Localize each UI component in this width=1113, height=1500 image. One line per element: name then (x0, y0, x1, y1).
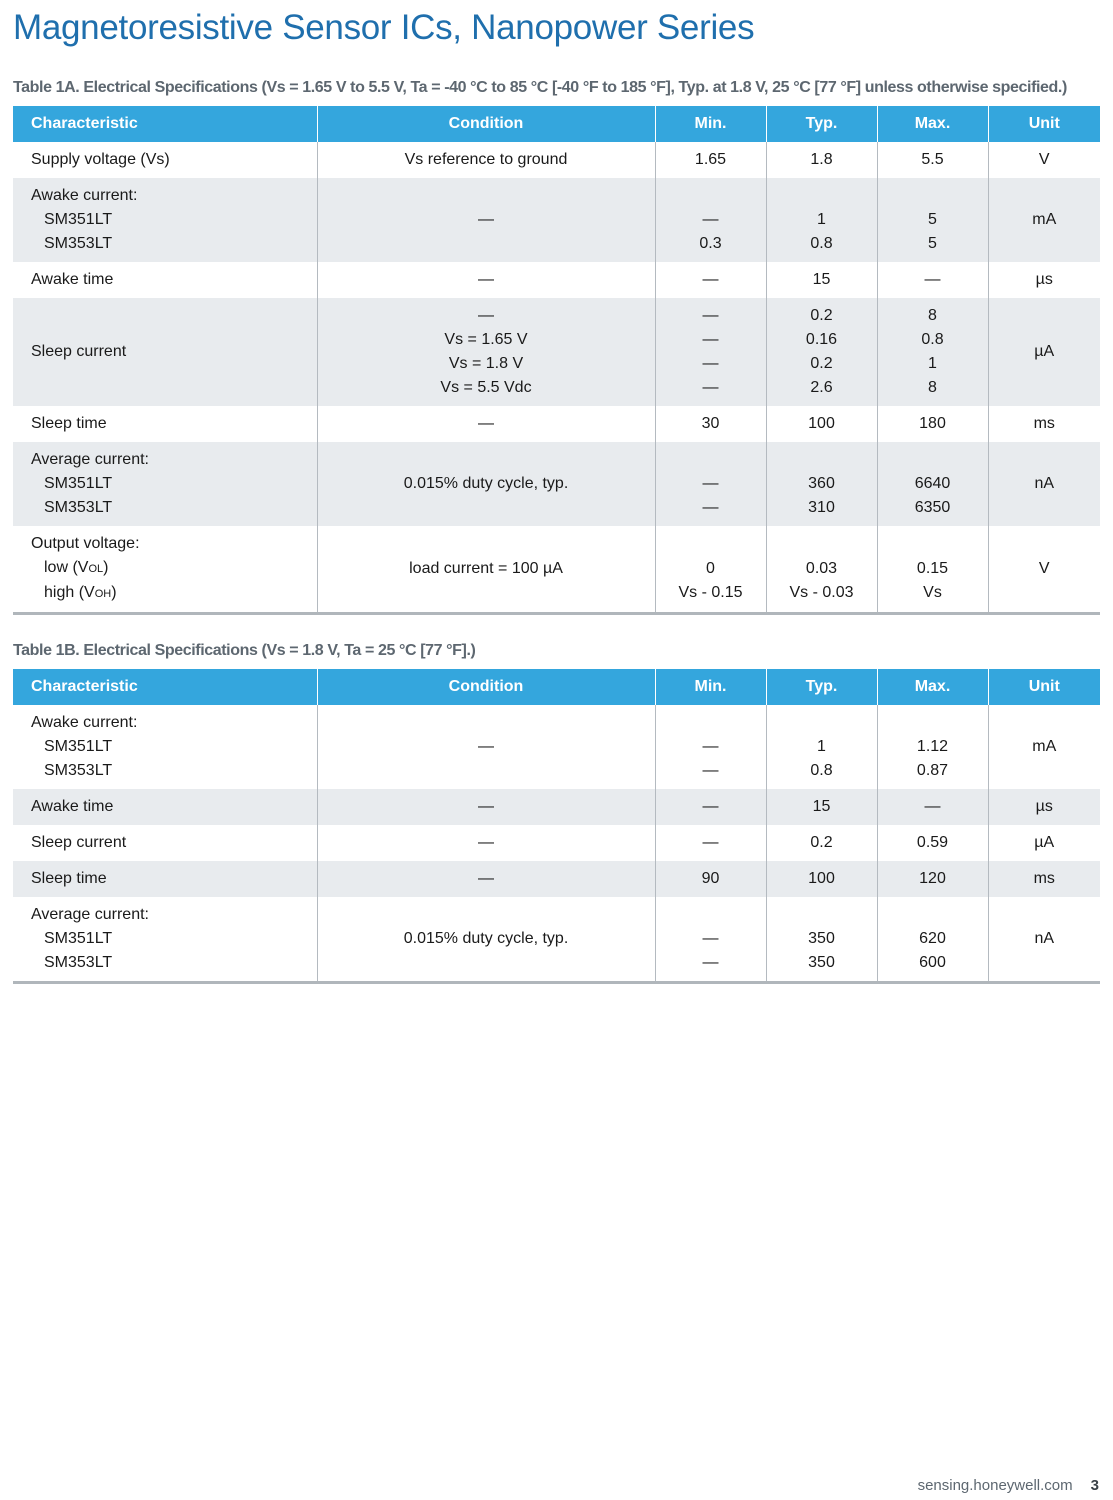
characteristic-cell (13, 262, 317, 298)
unit-cell (988, 262, 1100, 298)
min-value: — (702, 762, 719, 779)
condition-cell (317, 526, 655, 614)
table-1b (13, 669, 1100, 984)
table-row (13, 897, 1100, 983)
unit-cell (988, 789, 1100, 825)
max-value (878, 184, 988, 208)
condition-cell (317, 705, 655, 789)
min-value: — (702, 798, 719, 815)
typ-value: 360 (808, 475, 835, 492)
characteristic-label: Sleep time (31, 415, 107, 432)
max-value: 120 (919, 870, 946, 887)
characteristic-cell (13, 406, 317, 442)
min-cell (655, 262, 766, 298)
condition-cell (317, 442, 655, 526)
max-value (878, 533, 988, 557)
min-cell (655, 178, 766, 262)
table-row (13, 142, 1100, 178)
characteristic-cell (13, 178, 317, 262)
min-value: 0.3 (699, 235, 722, 252)
condition-value: Vs = 5.5 Vdc (440, 379, 532, 396)
unit-cell (988, 142, 1100, 178)
typ-value: 100 (808, 870, 835, 887)
min-cell (655, 705, 766, 789)
column-header-max: Max. (877, 669, 988, 705)
unit-cell (988, 442, 1100, 526)
condition-value: load current = 100 µA (409, 560, 563, 577)
unit-value: µA (1034, 834, 1055, 851)
max-cell (877, 897, 988, 983)
typ-value: 2.6 (810, 379, 833, 396)
output-high-label: high (VOH) (44, 584, 117, 601)
condition-value: — (478, 271, 494, 288)
page-number: 3 (1090, 1477, 1099, 1494)
typ-value: 0.2 (810, 307, 833, 324)
page-title: Magnetoresistive Sensor ICs, Nanopower Series (13, 8, 755, 47)
condition-value: — (478, 738, 494, 755)
typ-cell (766, 861, 877, 897)
typ-value (767, 448, 877, 472)
typ-cell (766, 897, 877, 983)
output-low-label: low (VOL) (44, 559, 109, 576)
min-value: — (702, 211, 719, 228)
condition-cell (317, 406, 655, 442)
typ-value: 0.2 (810, 355, 833, 372)
unit-value: µs (1035, 271, 1053, 288)
characteristic-label: Awake current: (31, 187, 138, 204)
min-value: — (702, 954, 719, 971)
characteristic-label: Sleep current (31, 834, 127, 851)
characteristic-cell (13, 526, 317, 614)
characteristic-cell (13, 442, 317, 526)
typ-value: 0.8 (810, 235, 833, 252)
typ-value: 310 (808, 499, 835, 516)
min-value: — (702, 738, 719, 755)
characteristic-cell (13, 861, 317, 897)
typ-value: 0.16 (805, 331, 838, 348)
characteristic-label: Average current: (31, 906, 149, 923)
characteristic-label: Sleep current (31, 343, 127, 360)
condition-cell (317, 825, 655, 861)
min-value: — (702, 475, 719, 492)
max-value: 600 (919, 954, 946, 971)
typ-value: 350 (808, 930, 835, 947)
min-value: — (702, 930, 719, 947)
max-value: 1.12 (916, 738, 949, 755)
column-header-characteristic: Characteristic (13, 106, 317, 142)
min-cell (655, 825, 766, 861)
max-value: 8 (928, 307, 937, 324)
unit-value: V (1038, 151, 1050, 168)
min-value (656, 711, 766, 735)
model-label: SM351LT (44, 475, 113, 492)
unit-value: ms (1033, 870, 1055, 887)
min-value (656, 448, 766, 472)
typ-cell (766, 178, 877, 262)
typ-value (767, 533, 877, 557)
max-cell (877, 178, 988, 262)
typ-cell (766, 298, 877, 406)
typ-cell (766, 526, 877, 614)
min-cell (655, 442, 766, 526)
column-header-min: Min. (655, 106, 766, 142)
max-value (878, 448, 988, 472)
max-cell (877, 825, 988, 861)
condition-value: Vs = 1.65 V (444, 331, 528, 348)
max-value: 0.15 (916, 560, 949, 577)
typ-cell (766, 142, 877, 178)
model-label: SM351LT (44, 738, 113, 755)
table-row (13, 406, 1100, 442)
characteristic-label: Sleep time (31, 870, 107, 887)
typ-value (767, 711, 877, 735)
characteristic-label: Average current: (31, 451, 149, 468)
max-value (878, 711, 988, 735)
min-value: — (702, 379, 719, 396)
typ-value: 0.2 (810, 834, 833, 851)
unit-cell (988, 897, 1100, 983)
min-value: 1.65 (694, 151, 727, 168)
condition-cell (317, 262, 655, 298)
unit-value: mA (1032, 211, 1057, 228)
condition-cell (317, 897, 655, 983)
model-label: SM353LT (44, 954, 113, 971)
max-value: 0.87 (916, 762, 949, 779)
max-cell (877, 861, 988, 897)
max-value: 5.5 (921, 151, 944, 168)
column-header-unit: Unit (988, 106, 1100, 142)
min-cell (655, 406, 766, 442)
model-label: SM353LT (44, 235, 113, 252)
condition-cell (317, 861, 655, 897)
unit-cell (988, 406, 1100, 442)
table-row (13, 178, 1100, 262)
column-header-typ: Typ. (766, 669, 877, 705)
characteristic-cell (13, 897, 317, 983)
table-row (13, 526, 1100, 614)
max-cell (877, 442, 988, 526)
min-cell (655, 789, 766, 825)
unit-cell (988, 825, 1100, 861)
typ-cell (766, 789, 877, 825)
max-value: 0.59 (916, 834, 949, 851)
min-value: 30 (701, 415, 720, 432)
min-value: 0 (706, 560, 715, 577)
max-value: 1 (928, 355, 937, 372)
typ-value: Vs - 0.03 (789, 584, 854, 601)
unit-value: µs (1035, 798, 1053, 815)
max-value (878, 903, 988, 927)
min-cell (655, 142, 766, 178)
typ-value: 15 (812, 271, 831, 288)
unit-value: nA (1034, 475, 1055, 492)
typ-cell (766, 705, 877, 789)
table-row (13, 861, 1100, 897)
max-value: Vs (923, 584, 942, 601)
column-header-unit: Unit (988, 669, 1100, 705)
condition-value: 0.015% duty cycle, typ. (403, 930, 569, 947)
max-cell (877, 298, 988, 406)
typ-value: 1.8 (810, 151, 833, 168)
typ-value: 350 (808, 954, 835, 971)
condition-value: Vs reference to ground (404, 151, 568, 168)
min-cell (655, 861, 766, 897)
table-header-row (13, 669, 1100, 705)
typ-value (767, 903, 877, 927)
table-1a (13, 106, 1100, 615)
characteristic-cell (13, 705, 317, 789)
min-cell (655, 897, 766, 983)
max-cell (877, 705, 988, 789)
typ-value: 100 (808, 415, 835, 432)
condition-value: — (478, 798, 494, 815)
characteristic-label: Awake current: (31, 714, 138, 731)
characteristic-label: Awake time (31, 798, 114, 815)
characteristic-label: Output voltage: (31, 535, 140, 552)
table-header-row (13, 106, 1100, 142)
typ-value: 1 (817, 738, 826, 755)
characteristic-cell (13, 298, 317, 406)
min-value: — (702, 355, 719, 372)
characteristic-cell (13, 825, 317, 861)
max-value: 8 (928, 379, 937, 396)
max-value: 5 (928, 235, 937, 252)
typ-value: 1 (817, 211, 826, 228)
unit-cell (988, 178, 1100, 262)
condition-cell (317, 178, 655, 262)
table-row (13, 442, 1100, 526)
max-value: — (924, 271, 941, 288)
condition-value: 0.015% duty cycle, typ. (403, 475, 569, 492)
unit-value: mA (1032, 738, 1057, 755)
typ-value: 0.03 (805, 560, 838, 577)
max-value: 5 (928, 211, 937, 228)
table-row (13, 705, 1100, 789)
condition-cell (317, 298, 655, 406)
model-label: SM351LT (44, 930, 113, 947)
min-value: Vs - 0.15 (678, 584, 743, 601)
unit-cell (988, 298, 1100, 406)
website-link[interactable]: sensing.honeywell.com (917, 1477, 1073, 1494)
max-cell (877, 789, 988, 825)
table-row (13, 262, 1100, 298)
unit-cell (988, 526, 1100, 614)
characteristic-label: Supply voltage (Vs) (31, 151, 170, 168)
min-cell (655, 298, 766, 406)
table-row (13, 298, 1100, 406)
condition-cell (317, 142, 655, 178)
max-value: 620 (919, 930, 946, 947)
table-row (13, 789, 1100, 825)
unit-value: ms (1033, 415, 1055, 432)
page-footer (918, 1477, 1099, 1494)
column-header-max: Max. (877, 106, 988, 142)
condition-value: — (478, 870, 494, 887)
max-value: 0.8 (921, 331, 944, 348)
table-row (13, 825, 1100, 861)
characteristic-cell (13, 142, 317, 178)
min-value: — (702, 331, 719, 348)
column-header-typ: Typ. (766, 106, 877, 142)
characteristic-label: Awake time (31, 271, 114, 288)
max-cell (877, 406, 988, 442)
table-1b-caption: Table 1B. Electrical Specifications (Vs = 1.8 V, Ta = 25 °C [77 °F].) (13, 642, 476, 659)
unit-value: V (1038, 560, 1050, 577)
model-label: SM353LT (44, 499, 113, 516)
typ-value (767, 184, 877, 208)
min-value: — (702, 834, 719, 851)
max-cell (877, 526, 988, 614)
characteristic-cell (13, 789, 317, 825)
min-cell (655, 526, 766, 614)
typ-cell (766, 825, 877, 861)
column-header-min: Min. (655, 669, 766, 705)
condition-value: — (478, 834, 494, 851)
model-label: SM353LT (44, 762, 113, 779)
min-value: — (702, 307, 719, 324)
min-value: 90 (701, 870, 720, 887)
min-value (656, 184, 766, 208)
typ-cell (766, 442, 877, 526)
max-value: 6350 (914, 499, 951, 516)
column-header-condition: Condition (317, 106, 655, 142)
max-cell (877, 142, 988, 178)
max-value: 6640 (914, 475, 951, 492)
min-value (656, 533, 766, 557)
model-label: SM351LT (44, 211, 113, 228)
typ-cell (766, 262, 877, 298)
condition-value: — (478, 415, 494, 432)
typ-value: 15 (812, 798, 831, 815)
max-value: — (924, 798, 941, 815)
unit-cell (988, 705, 1100, 789)
condition-cell (317, 789, 655, 825)
column-header-condition: Condition (317, 669, 655, 705)
unit-cell (988, 861, 1100, 897)
unit-value: µA (1034, 343, 1055, 360)
min-value: — (702, 499, 719, 516)
condition-value: — (478, 307, 494, 324)
table-1a-caption: Table 1A. Electrical Specifications (Vs = 1.65 V to 5.5 V, Ta = -40 °C to 85 °C [-40 °F to 185 °F], Typ. at 1.8 V, 25 °C [77 °F] unless otherwise specified.) (13, 79, 1067, 96)
condition-value: — (478, 211, 494, 228)
min-value (656, 903, 766, 927)
condition-value: Vs = 1.8 V (448, 355, 524, 372)
typ-cell (766, 406, 877, 442)
max-cell (877, 262, 988, 298)
typ-value: 0.8 (810, 762, 833, 779)
max-value: 180 (919, 415, 946, 432)
min-value: — (702, 271, 719, 288)
unit-value: nA (1034, 930, 1055, 947)
column-header-characteristic: Characteristic (13, 669, 317, 705)
